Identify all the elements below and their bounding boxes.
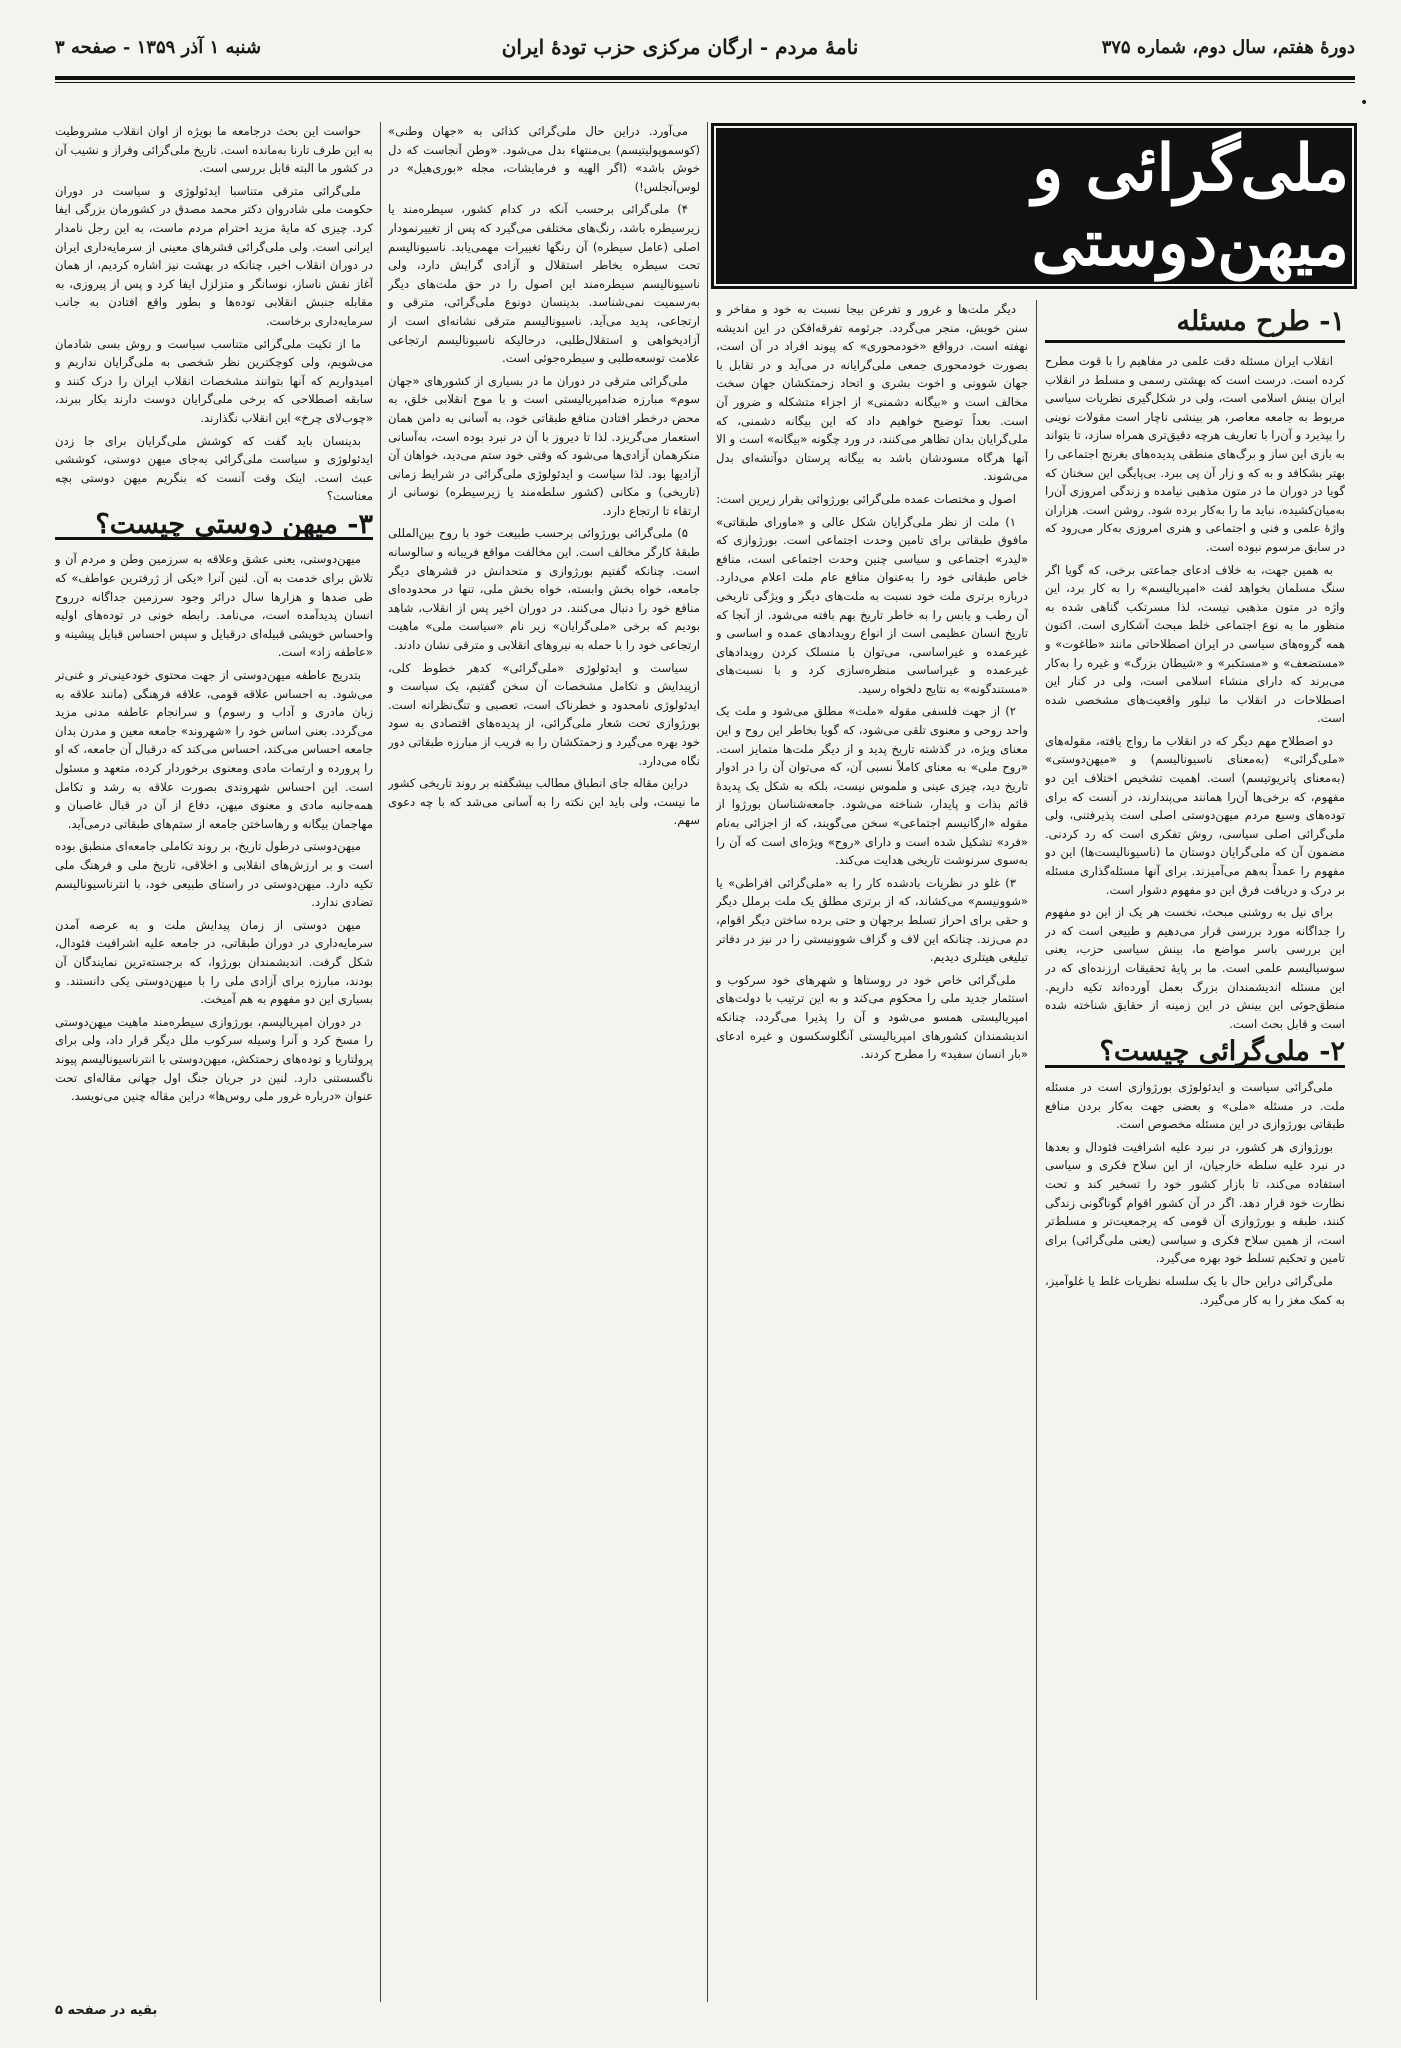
paragraph: به همین جهت، به خلاف ادعای جماعتی برخی، که گویا اگر سنگ مسلمان بخواهد لفت «امپریالیسم» را به کار برد، این واژه در متون مذهبی نیست، لذا مسرتکب گناهی شده به منظور ما به نوع اجتماعی خلط مبحث آشکاری است. اکنون همه گروه‌های سیاسی در ایران اصطلاحاتی مانند «طاغوت» و «مستضعف» و «مستکبر» و «شیطان بزرگ» و غیره را به‌کار می‌برند که دارای منشاء اسلامی است، ولی در کنار این اصطلاحات در انقلاب ما تبلور واقعیت‌های مشخصی شده است. bbox=[1045, 562, 1345, 726]
article-title-box bbox=[716, 128, 1352, 284]
header-rule bbox=[55, 76, 1355, 80]
section-heading-3: ۳- میهن دوستی چیست؟ bbox=[55, 516, 373, 541]
paragraph: ملی‌گرائی دراین حال با یک سلسله نظریات غلط یا غلوآمیز، به کمک مغز را به کار می‌گیرد. bbox=[1045, 1273, 1345, 1307]
paragraph: در دوران امپریالیسم، بورژوازی سیطره‌مند ماهیت میهن‌دوستی را مسخ کرد و آنرا وسیله سرکوب ملل دیگر قرار داد، ولی برای پرولتاریا و توده‌های زحمتکش، میهن‌دوستی با انترناسیونالیسم پیوند ناگسستنی دارد. لنین در جریان جنگ اول جهانی مقاله‌ای تحت عنوان «درباره غرور ملی روس‌ها» دراین مقاله چنین می‌نویسد. bbox=[55, 1014, 373, 1104]
page-header bbox=[55, 22, 1355, 72]
column-2 bbox=[716, 300, 1028, 2000]
paragraph: ۴) ملی‌گرائی برحسب آنکه در کدام کشور، سیطره‌مند یا زیرسیطره باشد، رنگ‌های مختلفی می‌گیرد که پس از تغییرنمودار اصلی (عامل سیطره) آن رنگها تغییرات مهمی‌یابد. ناسیونالیسم تحت سیطره بخاطر استقلال و آزادی گرایش دارد، ولی ناسیونالیسم سیطره‌مند این اصول را در حق ملت‌های دیگر به‌رسمیت نمی‌شناسد. بدینسان دونوع ملی‌گرائی، مترقی و ارتجاعی، پدید می‌آید. ناسیونالیسم مترقی نشانه‌ای است از آزادیخواهی و استقلال‌طلبی، درحالیکه ناسیونالیسم ارتجاعی علامت توسعه‌طلبی و سیطره‌جوئی است. bbox=[388, 202, 700, 366]
bullet-ornament-icon: • bbox=[1360, 95, 1369, 111]
section-heading-2: ۲- ملی‌گرائی چیست؟ bbox=[1045, 1043, 1345, 1068]
paragraph: ۳) غلو در نظریات بادشده کار را به «ملی‌گرائی افراطی» یا «شوونیسم» می‌کشاند، که از برتری مطلق یک ملت برملل دیگر و حقی برای احراز تسلط برجهان و حتی برده ساختن دیگر اقوام، دم می‌زند. چنانکه این لاف و گزاف شوونیستی را در نیز در دفاتر تبلیغی هیتلری دیدیم. bbox=[716, 875, 1028, 965]
column-4 bbox=[55, 122, 373, 1997]
paragraph: ملی‌گرائی مترقی متناسبا ایدئولوژی و سیاست در دوران حکومت ملی شادروان دکتر محمد مصدق در کشورمان بزرگی ایفا کرد. چیزی که مایهٔ مزید احترام مردم ماست، به این رجل نامدار ایرانی است. ولی ملی‌گرائی قشرهای معینی از سرمایه‌داری ایران در دوران انقلاب اخیر، چنانکه در بهشت نیز اشاره کردیم، از همان آغاز نقش ناساز، نوسانگر و متزلزل ایفا کرد و پس از پیروزی، به مقابله جنبش انقلابی توده‌ها و بطور واقع افتادن به جانب سرمایه‌داری برخاست. bbox=[55, 183, 373, 328]
continued-note: بقیه در صفحه ۵ bbox=[55, 2003, 158, 2018]
issue-info: دورهٔ هفتم، سال دوم، شماره ۳۷۵ bbox=[1101, 36, 1355, 58]
newspaper-masthead: نامهٔ مردم - ارگان مرکزی حزب تودهٔ ایران bbox=[501, 35, 859, 59]
paragraph: برای نیل به روشنی مبحث، نخست هر یک از این دو مفهوم را جداگانه مورد بررسی قرار می‌دهیم و طبیعی است که در این بررسی باسر مواضع ما، بینش سیاسی حزب، یعنی سوسیالیسم علمی است. ما بر پایهٔ تحقیقات ارزنده‌ای که در این مسئله اندیشمندان بزرگ بعمل آورده‌اند تکیه داریم. منطق‌جوئی این بینش در این زمینه از حقایق شناخته شده است و قابل بحث است. bbox=[1045, 905, 1345, 1031]
section-heading-1: ۱- طرح مسئله bbox=[1045, 306, 1345, 343]
paragraph: انقلاب ایران مسئله دقت علمی در مفاهیم را با قوت مطرح کرده است. درست است که بهشتی رسمی و مسلط در انقلاب ایران بینش اسلامی است، ولی در شکل‌گیری نظریات سیاسی مربوط به جامعه معاصر، هر بینشی ناچار است مقولات نوینی را بپذیرد و آن‌را با تعاریف هرچه دقیق‌تری همراه سازد، تا بتواند به بازی این ساز و برگ‌های منطقی پدیده‌های بغرنج اجتماعی را بهتر بشکافد و به که و زار آن پی ببرد. بی‌پایگی این سخنان که گویا در دوران ما در متون مذهبی نیامده و زندگی امروزی آن‌را به‌میان‌کشیده، نباید ما را به‌کار برده شود. روشن است. هزاران واژهٔ علمی و فنی و اجتماعی و هنری امروزی به‌کار می‌رود که در سابق مرسوم نبوده است. bbox=[1045, 354, 1345, 554]
paragraph: دراین مقاله جای انطباق مطالب بیشگفته بر روند تاریخی کشور ما نیست، ولی باید این نکته را به آسانی می‌شد که با چه دعوی سهم. bbox=[388, 776, 700, 828]
paragraph: میهن‌دوستی درطول تاریخ، بر روند تکاملی جامعه‌ای منطبق بوده است و بر ارزش‌های انقلابی و اخلاقی، تاریخ ملی و فرهنگ ملی تکیه دارد. میهن‌دوستی در راستای طبیعی خود، با انترناسیونالیسم تضادی ندارد. bbox=[55, 839, 373, 910]
paragraph: دیگر ملت‌ها و غرور و تفرعن بیجا نسبت به خود و مفاخر و سنن خویش، منجر می‌گردد. جرثومه تفرقه‌افکن در این اندیشه نهفته است. درواقع «خودمحوری» که پیوند افراد در آن است، بصورت خودمحوری جمعی ملی‌گرایانه در می‌آید و در تقابل با جهان شوونی و اخوت بشری و اتحاد زحمتکشان جهان سخت مخالف است و «بیگانه دشمنی» از اجزاء متشکله و ضرور آن است. بعداً توضیح خواهیم داد که این بیگانه دشمنی، که ملی‌گرایان بدان تظاهر می‌کنند، در ورد چگونه «بیگانه» است و الا آنها هرگاه مسودشان باشد به بیگانه پرستان دوآتشه‌ای بدل می‌شوند. bbox=[716, 302, 1028, 484]
paragraph: اصول و مختصات عمده ملی‌گرائی بورژوائی بقرار زیرین است: bbox=[716, 491, 1016, 506]
date-page-info: شنبه ۱ آذر ۱۳۵۹ - صفحه ۳ bbox=[55, 36, 262, 58]
paragraph: سیاست و ایدئولوژی «ملی‌گرائی» کدهر خطوط کلی، ازپیدایش و تکامل مشخصات آن سخن گفتیم، یک سیاست و ایدئولوژی نامحدود و خطرناک است، تعصبی و تنگ‌نظرانه است. بورژوازی تحت شعار ملی‌گرائی، از پدیده‌های اقتصادی به سود خود بهره می‌گیرد و زحمتکشان را به فریب از مبارزه طبقاتی دور نگاه می‌دارد. bbox=[388, 660, 700, 768]
paragraph: بتدریج عاطفه میهن‌دوستی از جهت محتوی خودعینی‌تر و غنی‌تر می‌شود. به احساس علاقه قومی، علاقه فرهنگی (مانند علاقه به زبان مادری و آداب و رسوم) و سرانجام عاطفه مدنی مزید می‌گردد. بعنی اساس خود را «شهروند» جامعه معین و مدرن بدان جامعه احساس می‌کند، احساس می‌کند که درقبال آن جامعه، که او را پرورده و ارتمات مادی ومعنوی برخوردار کرده، متعهد و مسئول است. این احساس شهروندی بصورت علاقه به رشد و تکامل همه‌جانبه مادی و معنوی میهن، دفاع از آن در قبال غاصبان و مهاجمان بیگانه و رهاساختن جامعه از ستم‌های طبقاتی درمی‌آید. bbox=[55, 668, 373, 831]
paragraph: بدینسان باید گفت که کوشش ملی‌گرایان برای جا زدن ایدئولوژی و سیاست ملی‌گرائی به‌جای میهن دوستی، کوششی عبث است. اینک وقت آنست که بنگریم میهن دوستی بچه معناست؟ bbox=[55, 433, 373, 504]
paragraph: میهن‌دوستی، یعنی عشق وعلاقه به سرزمین وطن و مردم آن و تلاش برای خدمت به آن. لنین آنرا «یکی از ژرفترین عواطف» که طی صدها و هزارها سال درائر وجود سرزمین جداگانه درروح انسان پدیدآمده است، می‌نامد. رابطه خونی در توده‌های اولیه واحساس خویشی قبیله‌ای درقبایل و سپس احساس قبایل پیشینه و «عاطفه زاد» است. bbox=[55, 552, 373, 660]
column-divider bbox=[707, 122, 708, 2002]
column-3 bbox=[388, 122, 700, 1997]
paragraph: می‌آورد. دراین حال ملی‌گرائی کذائی به «جهان وطنی» (کوسموپولیتیسم) بی‌منتهاء بدل می‌شود. «وطن آنجاست که دل خوش باشد» (اگر الهیه و فرمایشات، مجله «بوری‌هیل» در لوس‌آنجلس!) bbox=[388, 124, 700, 194]
column-divider bbox=[380, 122, 381, 2002]
paragraph: ما از تکیت ملی‌گرائی متناسب سیاست و روش بسی شادمان می‌شویم، ولی کوچکترین نظر شخصی به ملی‌گرایان نداریم و امیدواریم که آنها بتوانند مشخصات انقلاب ایران را درک کنند و سابقه اصطلاحی که برخی ملی‌گرایان دوست دارند بکار ببرند، «چوب‌لای چرخ» این انقلاب نگذارند. bbox=[55, 336, 373, 425]
paragraph: میهن دوستی از زمان پیدایش ملت و به عرصه آمدن سرمایه‌داری در دوران طبقاتی، در جامعه علیه اشرافیت فئودال، شکل گرفت. اندیشمندان بورژوا، که برجسته‌ترین نمایندگان آن بودند، مبارزه برای آزادی ملی را با میهن‌دوستی یکی دانستند. و بسیاری این دو مفهوم به هم آمیخت. bbox=[55, 917, 373, 1007]
column-1 bbox=[1045, 352, 1345, 2037]
paragraph: ۵) ملی‌گرائی بورژوائی برحسب طبیعت خود با روح بین‌المللی طبقهٔ کارگر مخالف است. این مخالفت مواقع فریبانه و سالوسانه است. چنانکه گفتیم بورژوازی و متحدانش در قشرهای دیگر جامعه، خواه بخش وابسته، خواه بخش ملی، تنها در محدوده‌ای منافع خود را دنبال می‌کنند. در دوران اخیر پس از انقلاب، شاهد بودیم که برخی «ملی‌گرایان» زیر نام «سیاست ملی» ماهیت ارتجاعی خود را با حمله به نیروهای انقلابی و مترقی نشان دادند. bbox=[388, 526, 700, 653]
paragraph: ۲) از جهت فلسفی مقوله «ملت» مطلق می‌شود و ملت یک واحد روحی و معنوی تلقی می‌شود، که گویا بخاطر این روح و این معنای ویژه، در گذشته تاریخ پدید و از دیگر ملت‌ها متمایز است. «روح ملی» به معنای کاملاً نسبی آن، که می‌توان آن را در ادوار تاریخ دید، چیزی عینی و ملموس نیست، بلکه به شکل یک پدیدهٔ قائم بذات و پایدار، شناخته می‌شود. جامعه‌شناسان بورژوا از مقوله «ارگانیسم اجتماعی» سخن می‌گویند، که از اجزائی به‌نام «فرد» تشکیل شده است و دارای «روح» ویژه‌ای است که آن را به‌سوی سرنوشت تاریخی هدایت می‌کند. bbox=[716, 704, 1028, 868]
paragraph: حواست این بحث درجامعه ما بویژه از اوان انقلاب مشروطیت به این طرف تارنا به‌مانده است. تاریخ ملی‌گرائی وفراز و نشیب آن در کشور ما البته قابل بررسی است. bbox=[55, 124, 373, 176]
paragraph: ملی‌گرائی سیاست و ایدئولوژی بورژوازی است در مسئله ملت. در مسئله «ملی» و بعضی جهت به‌کار بردن منافع طبقاتی بورژوازی در این مسئله مخصوص است. bbox=[1045, 1079, 1345, 1132]
paragraph: ۱) ملت از نظر ملی‌گرایان شکل عالی و «ماورای طبقاتی» مافوق طبقاتی برای تامین وحدت اجتماعی است. بورژوازی که «لیدر» اجتماعی و سیاسی چنین وحدت اجتماعی است، منافع خاص طبقاتی خود را به‌عنوان منافع عام ملت اعلام می‌دارد. درباره برتری ملت خود نسبت به ملت‌های دیگر و ویژگی تاریخی آن رطب و یابس را به خاطر تاریخ بهم بافته می‌شود. از آنجا که تاریخ انسان عظیمی است از انواع رویدادهای عمده و اساسی و غیرعمده و غیراساسی، می‌توان با منسلک کردن رویدادهای غیرعمده و غیراساسی منظره‌سازی کرد و با نسبت‌های «مستندگونه» به نتایج دلخواه رسید. bbox=[716, 514, 1028, 696]
paragraph: بورژوازی هر کشور، در نبرد علیه اشرافیت فئودال و بعدها در نبرد علیه سلطه خارجیان، از این سلاح فکری و سیاسی استفاده می‌کند، تا بازار کشور خود را تسخیر کند و تحت نظارت خود قرار دهد. اگر در آن کشور اقوام گوناگونی زندگی کنند، طبقه و بورژوازی آن قومی که پرجمعیت‌تر و مسلط‌تر است، از همین سلاح فکری و سیاسی (یعنی ملی‌گرائی) برای تامین و تحکیم تسلط خود بهره می‌گیرد. bbox=[1045, 1139, 1345, 1266]
paragraph: دو اصطلاح مهم دیگر که در انقلاب ما رواج یافته، مقوله‌های «ملی‌گرائی» (به‌معنای ناسیونالیسم) و «میهن‌دوستی» (به‌معنای پاتریوتیسم) است. اهمیت تشخیص اختلاف این دو مفهوم، که برخی‌ها آن‌را همانند می‌پندارند، در آنست که برای توده‌های وسیع مردم میهن‌دوستی اصلی است پذیرفتنی، ولی ملی‌گرائی اصلی سیاسی، روش تفکری است که رد کردنی. مضمون آن که ملی‌گرایان دوستان ما (ناسیونالیست‌ها) این دو مفهوم را عمداً به‌هم می‌آمیزند. برای آنها مسئله‌گذاری مسئله بر درک و دریافت فرق این دو مفهوم دشوار است. bbox=[1045, 733, 1345, 897]
header-rule-thin bbox=[55, 82, 1355, 83]
paragraph: ملی‌گرائی مترقی در دوران ما در بسیاری از کشورهای «جهان سوم» مبارزه ضدامپریالیستی است و با موج انقلابی خلق، به محض درخطر افتادن منافع طبقاتی خود، به آسانی به دامن همان استعمار می‌گریزد. لذا تا دیروز با آن در نبرد بوده است، به‌آسانی منکرهمان آزادی‌ها می‌شود که وقتی خود ستم می‌دید، خواهان آن آزادیها بود. لذا سیاست و ایدئولوژی ملی‌گرائی در شرایط زمانی (تاریخی) و مکانی (کشور سلطه‌مند یا زیرسیطره) نوسانی از ارتقاء تا ارتجاع دارد. bbox=[388, 373, 700, 518]
paragraph: ملی‌گرائی خاص خود در روستاها و شهرهای خود سرکوب و استثمار جدید ملی را محکوم می‌کند و به این ترتیب با دولت‌های امپریالیستی همسو می‌شود و آن را پذیرا می‌گردد، چنانکه اندیشمندان کشورهای امپریالیستی آنگلوسکسون و غیره ادعای «بار انسان سفید» را مطرح کردند. bbox=[716, 972, 1028, 1062]
article-title: ملی‌گرائی و میهن‌دوستی bbox=[1031, 131, 1349, 281]
column-divider bbox=[1036, 300, 1037, 2000]
